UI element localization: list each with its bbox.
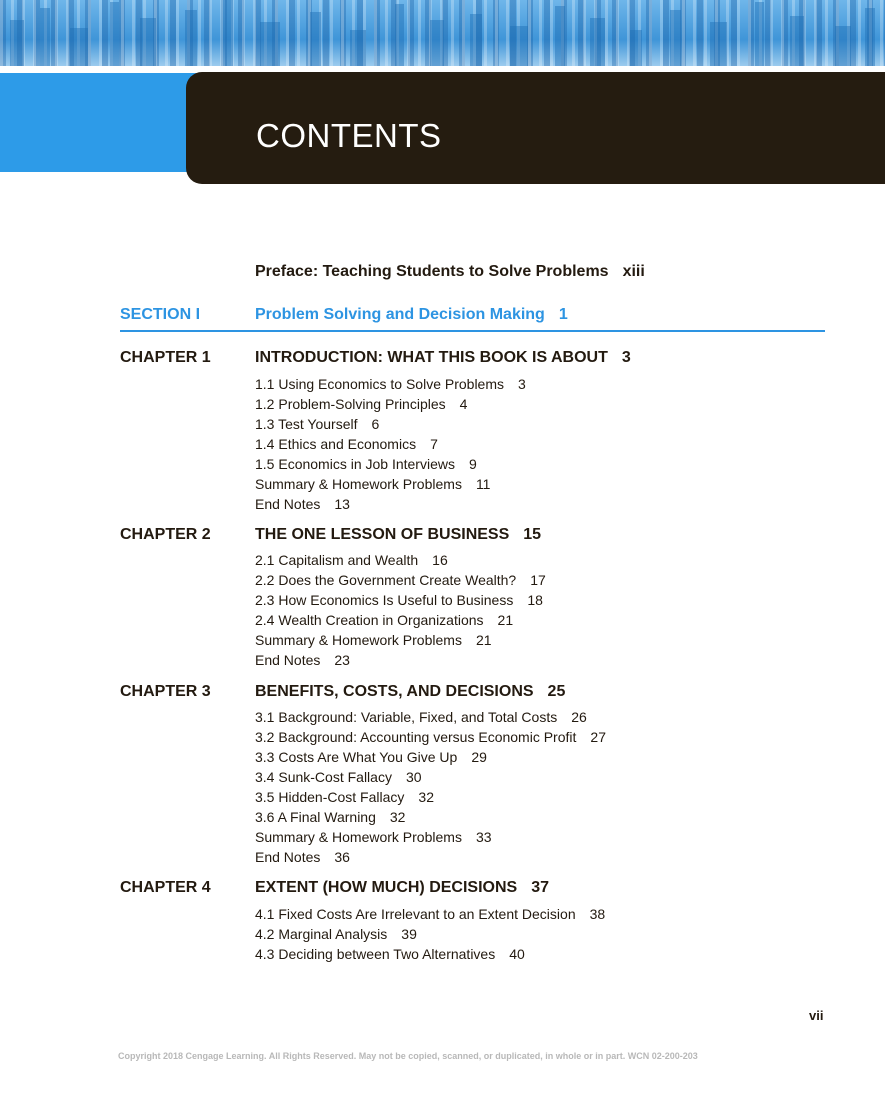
preface-page: xiii [622, 263, 645, 280]
toc-entry [255, 926, 417, 942]
toc-entry-page: 4 [459, 396, 468, 412]
chapter-page: 15 [523, 526, 542, 543]
toc-entry [255, 709, 587, 725]
toc-entry-page: 32 [389, 809, 406, 825]
toc-entry-page: 23 [334, 652, 350, 668]
toc-entry [255, 769, 422, 785]
chapter-heading [255, 526, 541, 544]
toc-entry [255, 456, 477, 472]
toc-entry-text: 3.6 A Final Warning [255, 809, 376, 825]
toc-entry [255, 592, 543, 608]
chapter-heading [255, 349, 631, 367]
chapter-title: INTRODUCTION: WHAT THIS BOOK IS ABOUT [255, 349, 608, 366]
chapter-title: EXTENT (HOW MUCH) DECISIONS [255, 879, 518, 896]
toc-entry-page: 21 [475, 632, 492, 648]
chapter-page: 3 [621, 349, 631, 366]
chapter-heading [255, 683, 565, 701]
toc-entry-page: 7 [430, 436, 438, 452]
toc-entry [255, 729, 606, 745]
chapter-heading [255, 879, 549, 897]
toc-entry-page: 18 [527, 592, 543, 608]
toc-entry [255, 496, 350, 512]
page-number: vii [809, 1008, 824, 1023]
copyright-notice: Copyright 2018 Cengage Learning. All Rights Reserved. May not be copied, scanned, or duplicated, in whole or in part. WCN 02-200-203 [118, 1051, 698, 1061]
toc-entry-page: 21 [497, 612, 514, 628]
toc-entry [255, 416, 379, 432]
toc-entry-text: Summary & Homework Problems [255, 476, 462, 492]
chapter-page: 37 [531, 879, 550, 896]
toc-entry-page: 33 [475, 829, 492, 845]
toc-entry [255, 829, 492, 845]
page-title: CONTENTS [256, 117, 442, 154]
chapter-title: BENEFITS, COSTS, AND DECISIONS [255, 683, 534, 700]
toc-entry-page: 36 [334, 849, 350, 865]
toc-entry-text: 2.4 Wealth Creation in Organizations [255, 612, 484, 628]
toc-entry [255, 396, 467, 412]
chapter-label: CHAPTER 2 [120, 526, 211, 543]
toc-entry-text: Summary & Homework Problems [255, 632, 462, 648]
toc-entry-text: End Notes [255, 652, 321, 668]
toc-entry-text: Summary & Homework Problems [255, 829, 462, 845]
toc-entry [255, 476, 490, 492]
toc-entry-text: 1.2 Problem-Solving Principles [255, 396, 446, 412]
toc-entry-text: 2.1 Capitalism and Wealth [255, 552, 419, 568]
toc-entry-text: 2.2 Does the Government Create Wealth? [255, 572, 517, 588]
toc-entry [255, 652, 350, 668]
banner-divider [0, 66, 885, 71]
toc-entry-text: 1.1 Using Economics to Solve Problems [255, 376, 504, 392]
toc-entry-page: 39 [401, 926, 417, 942]
toc-entry-page: 3 [518, 376, 526, 392]
toc-entry-text: 3.1 Background: Variable, Fixed, and Total Costs [255, 709, 558, 725]
toc-entry [255, 376, 526, 392]
toc-entry [255, 436, 438, 452]
toc-entry-page: 13 [334, 496, 350, 512]
toc-entry [255, 906, 605, 922]
toc-entry-text: 4.3 Deciding between Two Alternatives [255, 946, 496, 962]
toc-entry [255, 789, 434, 805]
toc-entry-text: End Notes [255, 849, 321, 865]
toc-entry-text: 1.4 Ethics and Economics [255, 436, 417, 452]
toc-entry-text: 1.3 Test Yourself [255, 416, 358, 432]
preface-title: Preface: Teaching Students to Solve Problems [255, 263, 609, 280]
toc-entry [255, 849, 350, 865]
toc-entry [255, 946, 525, 962]
toc-entry [255, 552, 448, 568]
toc-entry-page: 30 [405, 769, 422, 785]
chapter-label: CHAPTER 3 [120, 683, 211, 700]
chapter-label: CHAPTER 4 [120, 879, 211, 896]
toc-entry-page: 32 [418, 789, 434, 805]
chapter-label: CHAPTER 1 [120, 349, 211, 366]
toc-entry-text: 4.2 Marginal Analysis [255, 926, 388, 942]
chapter-page: 25 [547, 683, 566, 700]
chapter-title: THE ONE LESSON OF BUSINESS [255, 526, 510, 543]
preface-entry [255, 263, 645, 281]
toc-entry [255, 612, 513, 628]
toc-entry [255, 572, 546, 588]
toc-entry-text: 4.1 Fixed Costs Are Irrelevant to an Extent Decision [255, 906, 576, 922]
toc-entry-page: 16 [432, 552, 448, 568]
toc-entry-text: End Notes [255, 496, 321, 512]
toc-entry-page: 17 [530, 572, 546, 588]
toc-entry-page: 6 [371, 416, 380, 432]
toc-entry-page: 29 [471, 749, 487, 765]
toc-entry-page: 38 [589, 906, 606, 922]
section-title: Problem Solving and Decision Making [255, 306, 545, 323]
toc-entry [255, 809, 405, 825]
toc-entry [255, 632, 492, 648]
section-page: 1 [558, 306, 568, 323]
section-label: SECTION I [120, 306, 201, 323]
skyline-graphic [0, 0, 885, 66]
toc-entry-page: 27 [590, 729, 606, 745]
toc-entry-page: 40 [509, 946, 525, 962]
toc-entry-page: 11 [475, 476, 491, 492]
toc-entry-text: 3.5 Hidden-Cost Fallacy [255, 789, 405, 805]
toc-entry [255, 749, 487, 765]
section-rule [120, 330, 825, 332]
city-skyline-banner [0, 0, 885, 66]
section-entry [255, 306, 568, 324]
toc-entry-text: 3.2 Background: Accounting versus Economic Profit [255, 729, 577, 745]
toc-entry-page: 9 [468, 456, 477, 472]
toc-entry-text: 2.3 How Economics Is Useful to Business [255, 592, 514, 608]
toc-entry-page: 26 [571, 709, 587, 725]
toc-entry-text: 1.5 Economics in Job Interviews [255, 456, 455, 472]
toc-entry-text: 3.3 Costs Are What You Give Up [255, 749, 458, 765]
toc-entry-text: 3.4 Sunk-Cost Fallacy [255, 769, 392, 785]
